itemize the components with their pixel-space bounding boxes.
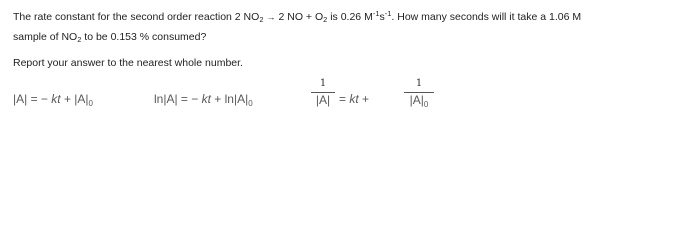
zero-order-formula: [13, 92, 93, 106]
fraction-one-over-a: [311, 78, 335, 107]
formula-kt: kt: [349, 92, 359, 106]
second-order-formula: [311, 78, 441, 118]
formula-subscript: 0: [248, 99, 253, 108]
formula-text: |A| = −: [13, 92, 52, 106]
subscript-2: 2: [259, 15, 264, 24]
formula-text: ln|A| = −: [154, 92, 202, 106]
question-text-1a: The rate constant for the second order reaction 2 NO: [13, 11, 260, 23]
rate-law-formulas: [13, 78, 683, 118]
formula-kt: kt: [201, 92, 211, 106]
superscript-neg1: -1: [372, 9, 380, 18]
formula-middle: [339, 92, 369, 106]
reaction-arrow-icon: →: [266, 12, 276, 22]
formula-text: + |A|: [60, 92, 89, 106]
superscript-neg1: -1: [384, 9, 392, 18]
question-text-1d: s: [379, 11, 385, 23]
fraction-denominator: |A|: [315, 93, 331, 107]
subscript-2: 2: [323, 15, 328, 24]
question-text-1b: 2 NO + O: [278, 11, 324, 23]
formula-text: =: [339, 92, 350, 106]
question-line-2: [13, 30, 206, 44]
instruction-text: Report your answer to the nearest whole number.: [13, 57, 243, 69]
fraction-numerator: 1: [319, 78, 327, 89]
formula-subscript: 0: [423, 100, 429, 109]
formula-text: +: [358, 92, 370, 106]
formula-subscript: 0: [88, 99, 93, 108]
question-text-2a: sample of NO: [13, 31, 78, 43]
question-text-1c: is 0.26 M: [327, 11, 373, 23]
formula-text: |A|: [409, 93, 424, 107]
subscript-2: 2: [77, 35, 82, 44]
question-line-1: [13, 10, 581, 24]
first-order-formula: [154, 92, 253, 106]
fraction-denominator: [404, 94, 434, 107]
formula-kt: kt: [51, 92, 61, 106]
question-text-1e: . How many seconds will it take a 1.06 M: [391, 11, 582, 23]
fraction-one-over-a0: [404, 78, 434, 107]
fraction-numerator: 1: [415, 78, 423, 89]
formula-text: + ln|A|: [210, 92, 249, 106]
question-text-2b: to be 0.153 % consumed?: [81, 31, 207, 43]
